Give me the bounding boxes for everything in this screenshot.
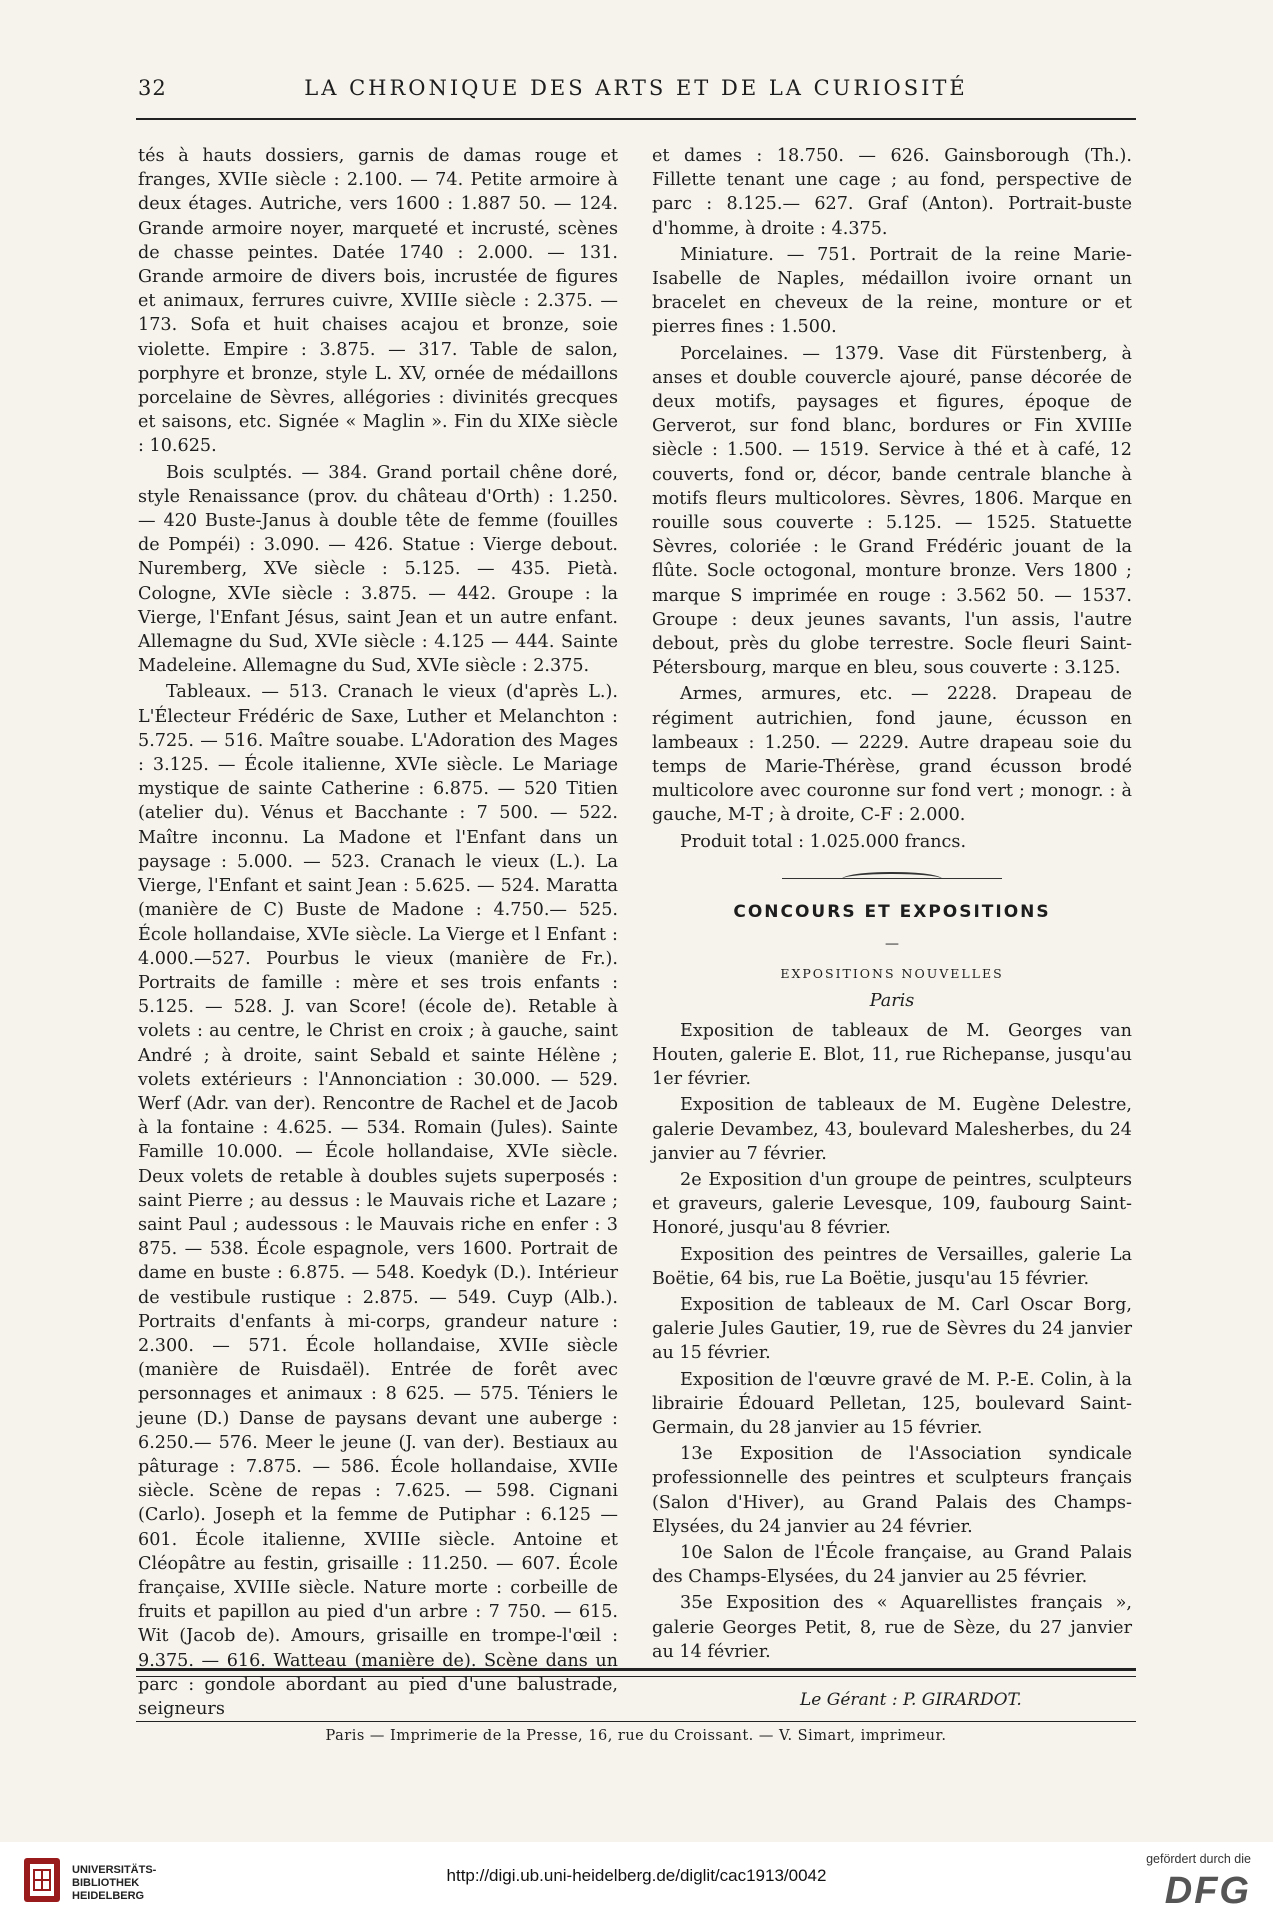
header-rule	[136, 118, 1136, 120]
dfg-logo: DFG	[1164, 1870, 1251, 1912]
right-paragraph-porcelaines: Porcelaines. — 1379. Vase dit Fürstenberg, à anses et double couvercle ajouré, panse décorée de deux motifs, paysages et figures, époque de Gerverot, sur fond blanc, bordures or Fin XVIIIe siècle : 1.500. — 1519. Service à thé et à café, 12 couverts, fond or, décor, bande centrale blanche à motifs fleurs multicolores. Sèvres, 1806. Marque en rouille sous couverte : 5.125. — 1525. Statuette Sèvres, coloriée : le Grand Frédéric jouant de la flûte. Socle octogonal, monture bronze. Vers 1800 ; marque S imprimée en rouge : 3.562 50. — 1537. Groupe : deux jeunes savants, l'un assis, l'autre debout, près du globe terrestre. Socle fleuri Saint-Pétersbourg, marque en bleu, sous couverte : 3.125.	[652, 343, 1132, 679]
footer-rule	[136, 1721, 1136, 1722]
footer-rule	[136, 1676, 1136, 1677]
exposition-item: Exposition de l'œuvre gravé de M. P.-E. Colin, à la librairie Édouard Pelletan, 125, boulevard Saint-Germain, du 28 janvier au 15 février.	[652, 1369, 1132, 1438]
right-paragraph-continuation: et dames : 18.750. — 626. Gainsborough (Th.). Fillette tenant une cage ; au fond, perspective de parc : 8.125.— 627. Graf (Anton). Portrait-buste d'homme, à droite : 4.375.	[652, 146, 1132, 239]
left-paragraph-bois-sculptes: Bois sculptés. — 384. Grand portail chêne doré, style Renaissance (prov. du château d'Orth) : 1.250. — 420 Buste-Janus à double tête de femme (fouilles de Pompéi) : 3.090. — 426. Statue : Vierge debout. Nuremberg, XVe siècle : 5.125. — 435. Pietà. Cologne, XVIe siècle : 3.875. — 442. Groupe : la Vierge, l'Enfant Jésus, saint Jean et un autre enfant. Allemagne du Sud, XVIe siècle : 4.125 — 444. Sainte Madeleine. Allemagne du Sud, XVIe siècle : 2.375.	[138, 462, 618, 677]
funding-note: gefördert durch die	[1146, 1852, 1251, 1866]
exposition-item: 10e Salon de l'École française, au Grand Palais des Champs-Elysées, du 24 janvier au 25 février.	[652, 1542, 1132, 1588]
exposition-item: Exposition de tableaux de M. Georges van Houten, galerie E. Blot, 11, rue Richepanse, jusqu'au 1er février.	[652, 1020, 1132, 1090]
section-title: CONCOURS ET EXPOSITIONS	[733, 901, 1051, 922]
right-column	[652, 144, 1132, 1666]
digitization-bar	[0, 1842, 1273, 1918]
left-paragraph-furniture: tés à hauts dossiers, garnis de damas rouge et franges, XVIIe siècle : 2.100. — 74. Petite armoire à deux étages. Autriche, vers 1600 : 1.887 50. — 124. Grande armoire noyer, marqueté et incrusté, scènes de chasse peintes. Datée 1740 : 2.000. — 131. Grande armoire de divers bois, incrustée de figures et animaux, ferrures cuivre, XVIIIe siècle : 2.375. — 173. Sofa et huit chaises acajou et bronze, soie violette. Empire : 3.875. — 317. Table de salon, porphyre et bronze, style L. XV, ornée de médaillons porcelaine de Sèvres, allégories : divinités grecques et saisons, etc. Signée « Maglin ». Fin du XIXe siècle : 10.625.	[138, 146, 618, 457]
footer-rule	[136, 1668, 1136, 1671]
section-dash: —	[885, 936, 899, 953]
exposition-item: 35e Exposition des « Aquarellistes français », galerie Georges Petit, 8, rue de Sèze, du 27 janvier au 14 février.	[652, 1593, 1132, 1662]
source-url[interactable]: http://digi.ub.uni-heidelberg.de/diglit/cac1913/0042	[446, 1866, 827, 1885]
university-name: UNIVERSITÄTS- BIBLIOTHEK HEIDELBERG	[72, 1864, 157, 1902]
journal-title: LA CHRONIQUE DES ARTS ET DE LA CURIOSITÉ	[304, 76, 968, 100]
left-paragraph-tableaux: Tableaux. — 513. Cranach le vieux (d'après L.). L'Électeur Frédéric de Saxe, Luther et Melanchton : 5.725. — 516. Maître souabe. L'Adoration des Mages : 3.125. — École italienne, XVIe siècle. Le Mariage mystique de sainte Catherine : 6.875. — 520 Titien (atelier du). Vénus et Bacchante : 7 500. — 522. Maître inconnu. La Madone et l'Enfant dans un paysage : 5.000. — 523. Cranach le vieux (L.). La Vierge, l'Enfant et saint Jean : 5.625. — 524. Maratta (manière de C) Buste de Madone : 4.750.— 525. École hollandaise, XVIe siècle. La Vierge et l Enfant : 4.000.—527. Pourbus le vieux (manière de Fr.). Portraits de famille : mère et ses trois enfants : 5.125. — 528. J. van Score! (école de). Retable à volets : au centre, le Christ en croix ; à gauche, saint André ; à droite, saint Sebald et sainte Hélène ; volets extérieurs : l'Annonciation : 30.000. — 529. Werf (Adr. van der). Rencontre de Rachel et de Jacob à la fontaine : 4.625. — 534. Romain (Jules). Sainte Famille 10.000. — École hollandaise, XVIe siècle. Deux volets de retable à doubles sujets superposés : saint Pierre ; au dessus : le Mauvais riche et Lazare ; saint Paul ; audessous : le Mauvais riche en enfer : 3 875. — 538. École espagnole, vers 1600. Portrait de dame en buste : 6.875. — 548. Koedyk (D.). Intérieur de vestibule rustique : 2.875. — 549. Cuyp (Alb.). Portraits d'enfants à mi-corps, grandeur nature : 2.300. — 571. École hollandaise, XVIIe siècle (manière de Ruisdaël). Entrée de forêt avec personnages et animaux : 8 625. — 575. Téniers le jeune (D.) Danse de paysans devant une auberge : 6.250.— 576. Meer le jeune (J. van der). Bestiaux au pâturage : 7.875. — 586. École hollandaise, XVIIe siècle. Scène de repas : 7.625. — 598. Cignani (Carlo). Joseph et la femme de Putiphar : 6.125 — 601. École italienne, XVIIIe siècle. Antoine et Cléopâtre au festin, grisaille : 11.250. — 607. École française, XVIIIe siècle. Nature morte : corbeille de fruits et papillon au pied d'un arbre : 7 750. — 615. Wit (Jacob de). Amours, grisaille en trompe-l'œil : 9.375. — 616. Watteau (manière de). Scène dans un parc : gondole abordant au pied d'une balustrade, seigneurs	[138, 682, 618, 1719]
right-paragraph-armes: Armes, armures, etc. — 2228. Drapeau de régiment autrichien, fond jaune, écusson en lambeaux : 1.250. — 2229. Autre drapeau soie du temps de Marie-Thérèse, grand écusson brodé multicolore avec couronne sur fond vert ; monogr. : à gauche, M-T ; à droite, C-F : 2.000.	[652, 684, 1132, 826]
exposition-item: 13e Exposition de l'Association syndicale professionnelle des peintres et sculpteurs français (Salon d'Hiver), au Grand Palais des Champs-Elysées, du 24 janvier au 24 février.	[652, 1444, 1132, 1537]
city-heading: Paris	[869, 990, 915, 1011]
left-column	[138, 144, 618, 1723]
right-paragraph-miniature: Miniature. — 751. Portrait de la reine Marie-Isabelle de Naples, médaillon ivoire ornant un bracelet en cheveux de la reine, monture or et pierres fines : 1.500.	[652, 244, 1132, 338]
exposition-item: 2e Exposition d'un groupe de peintres, sculpteurs et graveurs, galerie Levesque, 109, faubourg Saint-Honoré, jusqu'au 8 février.	[652, 1169, 1132, 1239]
page-header	[136, 72, 1136, 108]
exposition-item: Exposition des peintres de Versailles, galerie La Boëtie, 64 bis, rue La Boëtie, jusqu'au 15 février.	[652, 1244, 1132, 1289]
sale-total: Produit total : 1.025.000 francs.	[680, 831, 967, 852]
exposition-item: Exposition de tableaux de M. Carl Oscar Borg, galerie Jules Gautier, 19, rue de Sèvres du 24 janvier au 15 février.	[652, 1294, 1132, 1364]
imprint-line: Paris — Imprimerie de la Presse, 16, rue du Croissant. — V. Simart, imprimeur.	[325, 1728, 947, 1744]
subsection-title: EXPOSITIONS NOUVELLES	[780, 966, 1004, 982]
ornamental-divider	[782, 872, 1002, 886]
exposition-item: Exposition de tableaux de M. Eugène Delestre, galerie Devambez, 43, boulevard Malesherbes, du 24 janvier au 7 février.	[652, 1095, 1132, 1164]
gerant-line: Le Gérant : P. GIRARDOT.	[800, 1690, 1022, 1710]
page-number: 32	[138, 76, 167, 100]
